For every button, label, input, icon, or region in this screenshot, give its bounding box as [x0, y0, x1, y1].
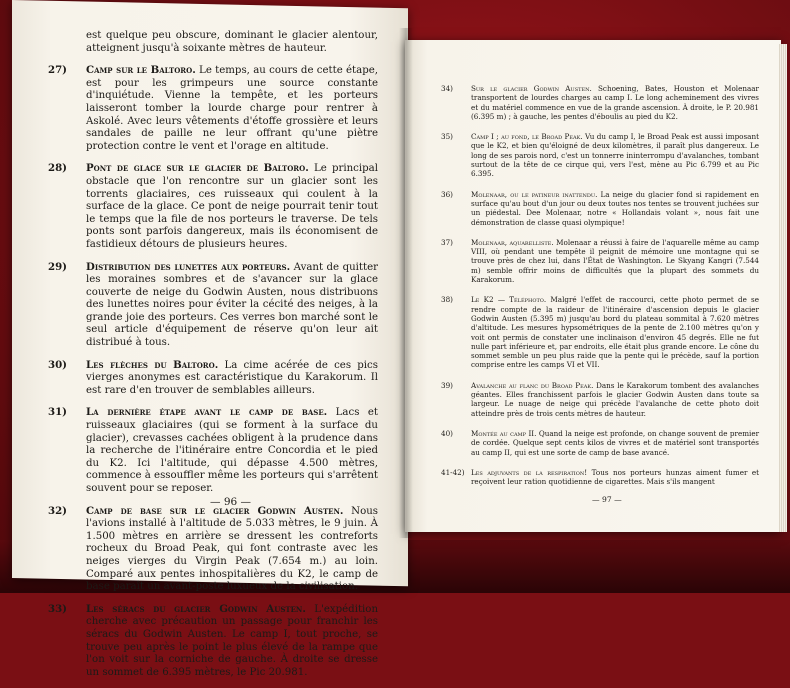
entry-title: Avalanche au flanc du Broad Peak. [471, 380, 594, 390]
entry-text: Schoening, Bates, Houston et Molenaar transportent de lourdes charges au camp I. Le long acheminement des vivres et du matériel commence en vue de la grande ascension. À droite, le P. 20.981 (6.395 m) ; à gauche, les pentes d'éboulis au pied du K2. [471, 84, 759, 121]
caption-entry-29 [48, 261, 378, 350]
entry-title: Molenaar, ou le patineur inattendu. [471, 189, 598, 199]
caption-entry-28 [48, 162, 378, 251]
entry-text: La neige du glacier fond si rapidement en surface qu'au bout d'un jour ou deux toutes nos tentes se trouvent juchées sur un piédestal. Dee Molenaar, notre « Hollandais volant », nous fait une démonstration de classe quasi olympique! [471, 189, 759, 227]
left-page-text [48, 30, 378, 688]
entry-number: 39) [441, 380, 453, 390]
caption-entry-36 [441, 190, 759, 227]
caption-entry-34 [441, 84, 759, 121]
entry-title: Les séracs du glacier Godwin Austen. [86, 602, 306, 615]
entry-number: 28) [48, 162, 67, 175]
entry-number: 30) [48, 358, 67, 371]
entry-number: 29) [48, 260, 67, 273]
entry-number: 38) [441, 295, 453, 305]
entry-number: 40) [441, 428, 453, 438]
entry-text: Dans le Karakorum tombent des avalanches géantes. Elles franchissent parfois le glacier Godwin Austen dans toute sa largeur. Le nuage de neige qui précède l'avalanche de cette photo doit atteindre près de trois cents mètres de hauteur. [471, 380, 760, 418]
caption-entry-35 [441, 132, 759, 178]
entry-title: Sur le glacier Godwin Austen. [471, 84, 592, 93]
book-gutter [399, 28, 413, 538]
continuation-text: est quelque peu obscure, dominant le glacier alentour, atteignent jusqu'à soixante mètres de hauteur. [86, 30, 378, 54]
entry-title: Montée au camp II. [471, 428, 537, 438]
entry-number: 34) [441, 84, 453, 93]
right-page-text [441, 84, 759, 497]
entry-text: La cime acérée de ces pics vierges anonymes est caractéristique du Karakorum. Il est rare d'en trouver de semblables ailleurs. [86, 359, 378, 396]
entry-title: Camp I ; au fond, le Broad Peak. [471, 132, 583, 142]
entry-text: Nous l'avions installé à l'altitude de 5.033 mètres, le 9 juin. À 1.500 mètres en arrière se dressent les contreforts rocheux du Broad Peak, qui font contraste avec les neiges vierges du Virgin Peak (7.654 m.) au loin. Comparé aux pentes inhospitalières du K2, le camp de base paraît un avant-poste luxueux de la civilisation. [86, 505, 378, 593]
entry-number: 35) [441, 132, 453, 142]
entry-number: 32) [48, 504, 67, 517]
entry-number: 41-42) [441, 467, 465, 477]
entry-title: Camp sur le Baltoro. [86, 64, 196, 77]
entry-title: Les adjuvants de la respiration! [471, 467, 588, 477]
caption-entry-33 [48, 603, 378, 680]
entry-title: Distribution des lunettes aux porteurs. [86, 260, 291, 273]
caption-entry-39 [441, 381, 759, 418]
caption-entry-38 [441, 295, 759, 369]
caption-entry-37 [441, 238, 759, 284]
entry-number: 31) [48, 406, 67, 419]
caption-entry-30 [48, 359, 378, 398]
entry-text: Vu du camp I, le Broad Peak est aussi imposant que le K2, et bien qu'éloigné de deux kilomètres, il paraît plus dangereux. Le long de ses parois nord, c'est un tonnerre ininterrompu d'avalanches, tombant surtout de la tête de ce cirque qui, vers l'est, mène au Pic 6.799 et au Pic 6.395. [471, 132, 759, 179]
entry-title: Molenaar, aquarelliste. [471, 237, 554, 247]
entry-text: Lacs et ruisseaux glaciaires (qui se forment à la surface du glacier), crevasses cachées obligent à la prudence dans la recherche de l'itinéraire entre Concordia et le pied du K2. Ici l'altitude, qui dépasse 4.500 mètres, commence à essouffler même les porteurs qui s'arrêtent souvent pour se reposer. [86, 407, 378, 494]
entry-number: 37) [441, 237, 453, 247]
entry-number: 33) [48, 602, 67, 615]
entry-title: Pont de glace sur le glacier de Baltoro. [86, 162, 309, 175]
entry-title: La dernière étape avant le camp de base. [86, 406, 328, 419]
entry-text: Avant de quitter les moraines sombres et de s'avancer sur la glace couverte de neige du Godwin Austen, nous distribuons des lunettes noires pour éviter la cécité des neiges, à la grande joie des porteurs. Ces verres bon marché sont le seul article d'équipement de réserve qu'on leur ait distribué à tous. [86, 261, 379, 349]
entry-title: Camp de base sur le glacier Godwin Austen. [86, 504, 344, 517]
entry-title: Le K2 — Téléphoto. [471, 295, 547, 305]
entry-title: Les flèches du Baltoro. [86, 358, 219, 371]
entry-text: L'expédition cherche avec précaution un passage pour franchir les séracs du Godwin Austen. Le camp I, tout proche, se trouve peu après le point le plus élevé de la rampe que l'on voit sur la corniche de gauche. À droite se dresse un sommet de 6.395 mètres, le Pic 20.981. [86, 603, 378, 678]
entry-text: Molenaar a réussi à faire de l'aquarelle même au camp VIII, où pendant une tempête il peignit de mémoire une montagne qui se trouve près de chez lui, dans l'État de Washington. Le Skyang Kangri (7.544 m) semble offrir moins de difficultés que la plupart des sommets du Karakorum. [471, 237, 759, 285]
caption-entry-32 [48, 505, 378, 594]
page-edge-stack [779, 44, 787, 532]
entry-text: Le temps, au cours de cette étape, est pour les grimpeurs une source constante d'inquiétude. Vienne la tempête, et les porteurs laisseront tomber la lourde charge pour rentrer à Askolé. Avec leurs vêtements d'étoffe grossière et leurs sandales de paille ne leur offrant qu'une piètre protection contre le vent et l'orage en altitude. [86, 65, 379, 152]
entry-text: Malgré l'effet de raccourci, cette photo permet de se rendre compte de la raideur de l'itinéraire d'ascension depuis le glacier Godwin Austen (5.395 m) jusqu'au bord du plateau sommital à 7.620 mètres d'altitude. Les mesures hypsométriques de la pente de 2.100 mètres qu'on y voit ont permis de constater une inclinaison d'environ 45 degrés. Elle ne fut nulle part inférieure et, par endroits, elle était plus grande encore. Le cône du sommet semble un peu plus raide que la pente qui le précède, sauf la portion comprise entre les camps VI et VII. [471, 295, 760, 370]
entry-text: Quand la neige est profonde, on change souvent de premier de cordée. Quelque sept cents kilos de vivres et de matériel sont transportés au camp II, qui est une sorte de camp de base avancé. [471, 428, 760, 457]
caption-entry-40 [441, 429, 759, 457]
entry-number: 27) [48, 64, 67, 77]
entry-text: Le principal obstacle que l'on rencontre sur un glacier sont les torrents glaciaires, ces ruisseaux qui coulent à la surface de la glace. Ce pont de neige pourrait tenir tout le temps que la file de nos porteurs le traverse. De tels ponts sont parfois dangereux, mais ils économisent de fastidieux détours de plusieurs heures. [86, 163, 378, 250]
entry-text: Tous nos porteurs hunzas aiment fumer et reçoivent leur ration quotidienne de cigarettes. Mais s'ils mangent [471, 467, 760, 487]
caption-entry-27 [48, 64, 378, 153]
caption-entry-41-42 [441, 468, 759, 487]
entry-number: 36) [441, 189, 453, 199]
right-page-number: — 97 — [592, 495, 622, 504]
caption-entry-31 [48, 406, 378, 495]
left-page-number: — 96 — [210, 496, 252, 508]
